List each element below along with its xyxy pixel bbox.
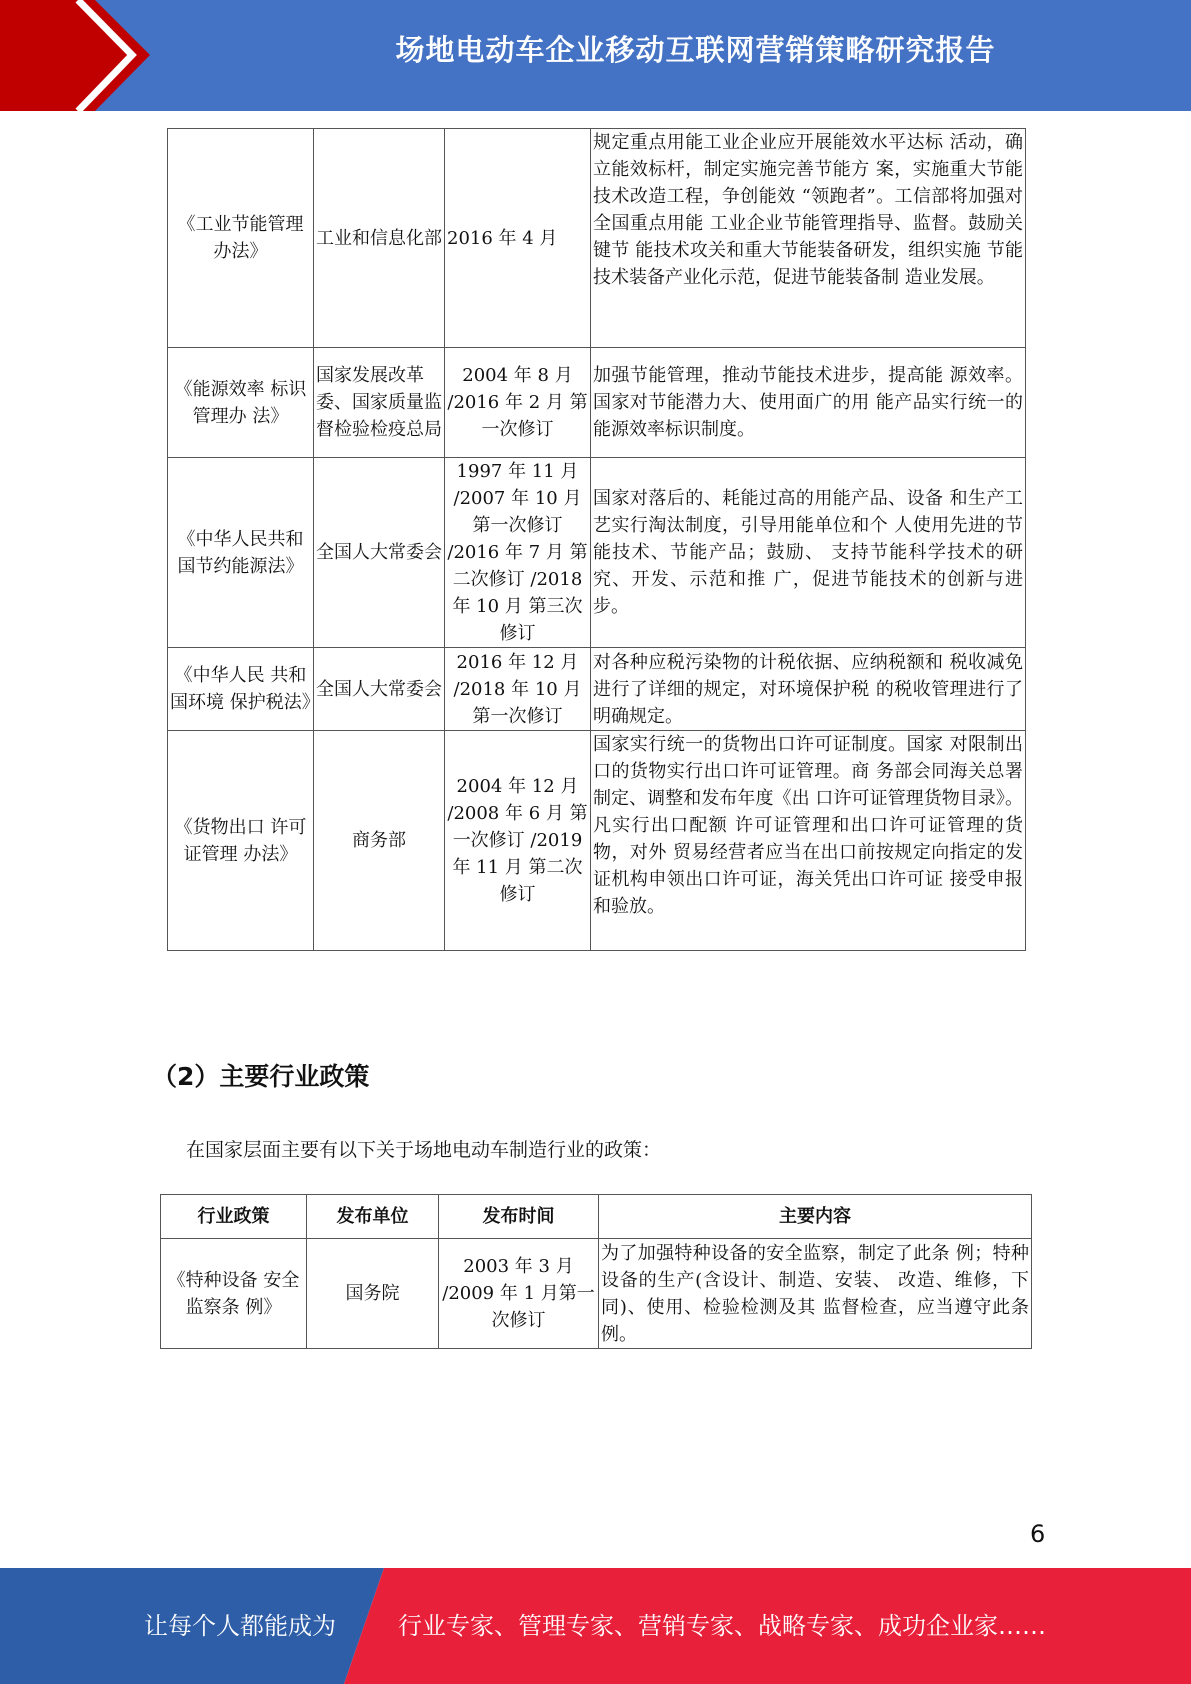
policy-name: 《能源效率 标识管理办 法》 — [168, 348, 314, 458]
table-row — [168, 129, 1026, 348]
table-row — [168, 348, 1026, 458]
policy-publisher: 商务部 — [314, 731, 445, 951]
section-intro-text: 在国家层面主要有以下关于场地电动车制造行业的政策： — [186, 1139, 662, 1161]
section-heading: （2）主要行业政策 — [152, 1062, 370, 1091]
policy-date: 2016 年 12 月 /2018 年 10 月 第一次修订 — [445, 648, 591, 731]
policy-content: 规定重点用能工业企业应开展能效水平达标 活动，确立能效标杆，制定实施完善节能方 案，实施重大节能技术改造工程，争创能效 “领跑者”。工信部将加强对全国重点用能 工业企业节能管理指导、监督。鼓励关键节 能技术攻关和重大节能装备研发，组织实施 节能技术装备产业化示范，促进节能装备制 造业发展。 — [591, 129, 1026, 348]
policy-name: 《货物出口 许可证管理 办法》 — [168, 731, 314, 951]
policy-publisher: 全国人大常委会 — [314, 648, 445, 731]
policy-publisher: 工业和信息化部 — [314, 129, 445, 348]
footer-slogan-left: 让每个人都能成为 — [144, 1612, 336, 1640]
policy-content: 对各种应税污染物的计税依据、应纳税额和 税收减免进行了详细的规定，对环境保护税 的税收管理进行了明确规定。 — [591, 648, 1026, 731]
policy-publisher: 全国人大常委会 — [314, 458, 445, 648]
policy-date: 2003 年 3 月 /2009 年 1 月第一次修订 — [439, 1239, 599, 1349]
table-row — [168, 458, 1026, 648]
page-header-banner — [0, 0, 1191, 111]
column-header-date: 发布时间 — [439, 1195, 599, 1239]
policy-publisher: 国家发展改革委、国家质量监督检验检疫总局 — [314, 348, 445, 458]
column-header-content: 主要内容 — [599, 1195, 1032, 1239]
table-row — [168, 648, 1026, 731]
page-footer-banner — [0, 1568, 1191, 1684]
footer-slogan-right: 行业专家、管理专家、营销专家、战略专家、成功企业家…… — [398, 1612, 1046, 1640]
policy-name: 《中华人民共和国节约能源法》 — [168, 458, 314, 648]
industry-policy-table — [160, 1194, 1032, 1349]
policy-publisher: 国务院 — [307, 1239, 439, 1349]
table-row — [161, 1239, 1032, 1349]
policy-date: 1997 年 11 月 /2007 年 10 月 第一次修订 /2016 年 7 月 第二次修订 /2018 年 10 月 第三次修订 — [445, 458, 591, 648]
policy-content: 国家对落后的、耗能过高的用能产品、设备 和生产工艺实行淘汰制度，引导用能单位和个 人使用先进的节能技术、节能产品；鼓励、 支持节能科学技术的研究、开发、示范和推 广，促进节能技术的创新与进步。 — [591, 458, 1026, 648]
policy-date: 2016 年 4 月 — [445, 129, 591, 348]
policy-table-continued — [167, 128, 1026, 951]
policy-name: 《中华人民 共和国环境 保护税法》 — [168, 648, 314, 731]
table-header-row — [161, 1195, 1032, 1239]
page-number: 6 — [1030, 1520, 1046, 1548]
report-title: 场地电动车企业移动互联网营销策略研究报告 — [395, 33, 996, 67]
policy-date: 2004 年 12 月 /2008 年 6 月 第一次修订 /2019 年 11 月 第二次修订 — [445, 731, 591, 951]
policy-name: 《工业节能管理办法》 — [168, 129, 314, 348]
policy-content: 国家实行统一的货物出口许可证制度。国家 对限制出口的货物实行出口许可证管理。商 务部会同海关总署制定、调整和发布年度《出 口许可证管理货物目录》。凡实行出口配额 许可证管理和出口许可证管理的货物，对外 贸易经营者应当在出口前按规定向指定的发 证机构申领出口许可证，海关凭出口许可证 接受申报和验放。 — [591, 731, 1026, 951]
policy-content: 加强节能管理，推动节能技术进步，提高能 源效率。国家对节能潜力大、使用面广的用 能产品实行统一的能源效率标识制度。 — [591, 348, 1026, 458]
column-header-policy: 行业政策 — [161, 1195, 307, 1239]
policy-name: 《特种设备 安全监察条 例》 — [161, 1239, 307, 1349]
policy-date: 2004 年 8 月 /2016 年 2 月 第一次修订 — [445, 348, 591, 458]
table-row — [168, 731, 1026, 951]
column-header-publisher: 发布单位 — [307, 1195, 439, 1239]
policy-content: 为了加强特种设备的安全监察，制定了此条 例；特种设备的生产(含设计、制造、安装、 改造、维修，下同)、使用、检验检测及其 监督检查，应当遵守此条例。 — [599, 1239, 1032, 1349]
header-arrow-graphic — [0, 0, 150, 111]
